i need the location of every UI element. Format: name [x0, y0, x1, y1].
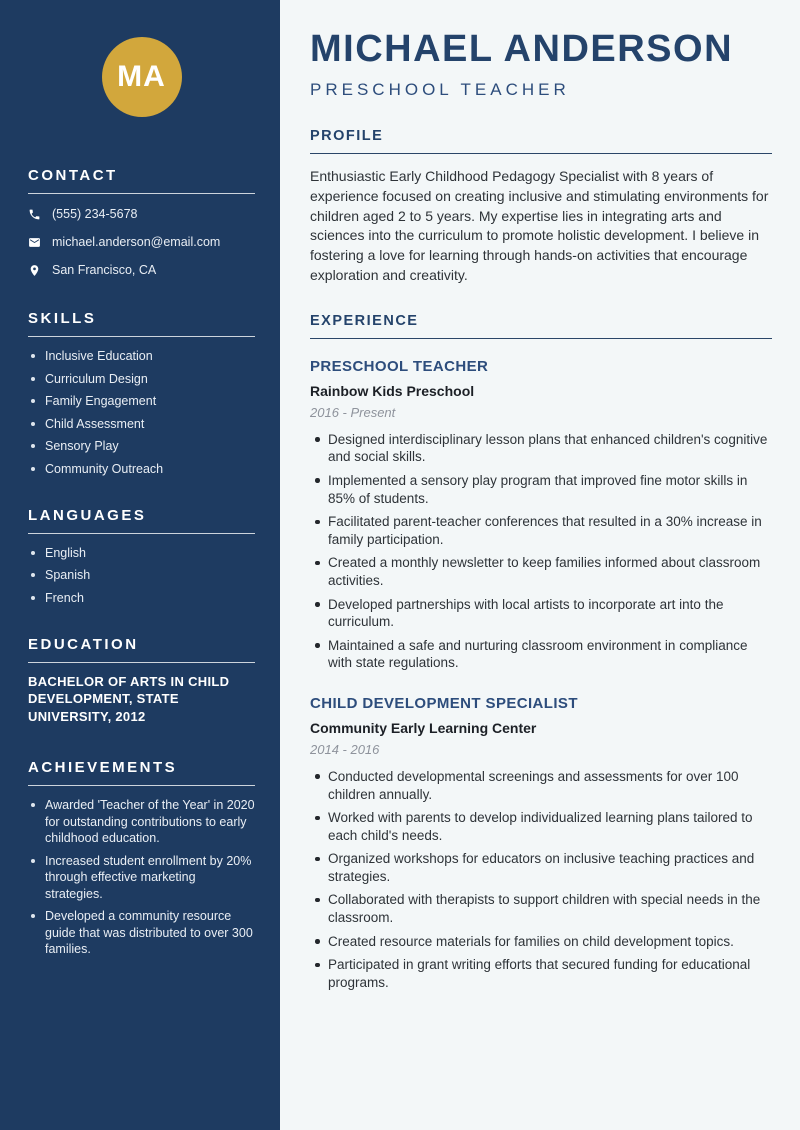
email-address: michael.anderson@email.com: [52, 235, 221, 249]
achievement-item: Developed a community resource guide that was distributed to over 300 families.: [28, 908, 255, 958]
achievements-list: [28, 797, 255, 958]
location-text: San Francisco, CA: [52, 263, 157, 277]
job-bullet: Collaborated with therapists to support children with special needs in the classroom.: [310, 891, 772, 926]
phone-icon: [28, 208, 41, 221]
skill-item: Child Assessment: [28, 416, 255, 432]
divider: [310, 153, 772, 154]
job-bullet: Maintained a safe and nurturing classroom environment in compliance with state regulations.: [310, 637, 772, 672]
skill-item: Community Outreach: [28, 461, 255, 477]
contact-row-email: [28, 234, 255, 250]
job-bullet: Organized workshops for educators on inclusive teaching practices and strategies.: [310, 850, 772, 885]
job-bullet-list: [310, 768, 772, 992]
skill-item: Inclusive Education: [28, 348, 255, 364]
avatar-initials: MA: [117, 60, 166, 93]
phone-number: (555) 234-5678: [52, 207, 138, 221]
language-item: English: [28, 545, 255, 561]
divider: [28, 785, 255, 786]
achievement-item: Awarded 'Teacher of the Year' in 2020 for outstanding contributions to early childhood education.: [28, 797, 255, 847]
job-company: Rainbow Kids Preschool: [310, 382, 475, 399]
job-bullet: Designed interdisciplinary lesson plans that enhanced children's cognitive and social skills.: [310, 431, 772, 466]
skills-heading: SKILLS: [28, 310, 97, 327]
job-bullet: Participated in grant writing efforts that secured funding for educational programs.: [310, 956, 772, 991]
education-section: [28, 636, 255, 726]
job-bullet: Implemented a sensory play program that improved fine motor skills in 85% of students.: [310, 472, 772, 507]
skill-item: Curriculum Design: [28, 371, 255, 387]
main-content: [280, 0, 800, 1130]
languages-heading: LANGUAGES: [28, 506, 147, 524]
divider: [28, 662, 255, 663]
sidebar: [0, 0, 280, 1130]
education-heading: EDUCATION: [28, 635, 139, 653]
location-icon: [28, 264, 41, 277]
job-company: Community Early Learning Center: [310, 719, 537, 736]
contact-section: [28, 167, 255, 278]
job-dates: 2016 - Present: [310, 404, 396, 420]
job-title: PRESCHOOL TEACHER: [310, 357, 489, 375]
job-title: CHILD DEVELOPMENT SPECIALIST: [310, 694, 578, 712]
person-name: MICHAEL ANDERSON: [310, 28, 734, 70]
divider: [28, 336, 255, 337]
divider: [28, 193, 255, 194]
contact-heading: CONTACT: [28, 167, 118, 184]
achievement-item: Increased student enrollment by 20% through effective marketing strategies.: [28, 853, 255, 903]
profile-section: [310, 127, 772, 286]
avatar: [102, 37, 182, 117]
languages-section: [28, 507, 255, 606]
job-bullet: Worked with parents to develop individualized learning plans tailored to each child's needs.: [310, 809, 772, 844]
job-bullet: Created resource materials for families on child development topics.: [310, 933, 772, 951]
languages-list: [28, 545, 255, 606]
skill-item: Sensory Play: [28, 438, 255, 454]
job-bullet: Conducted developmental screenings and assessments for over 100 children annually.: [310, 768, 772, 803]
contact-list: [28, 206, 255, 278]
language-item: French: [28, 590, 255, 606]
experience-heading: EXPERIENCE: [310, 312, 419, 329]
job-dates: 2014 - 2016: [310, 741, 380, 757]
divider: [310, 338, 772, 339]
skills-section: [28, 310, 255, 477]
profile-heading: PROFILE: [310, 128, 384, 144]
person-title: PRESCHOOL TEACHER: [310, 80, 570, 99]
email-icon: [28, 236, 41, 249]
skill-item: Family Engagement: [28, 393, 255, 409]
skills-list: [28, 348, 255, 477]
contact-row-phone: [28, 206, 255, 222]
achievements-section: [28, 759, 255, 958]
contact-row-location: [28, 262, 255, 278]
job-bullet: Facilitated parent-teacher conferences that resulted in a 30% increase in family participation.: [310, 513, 772, 548]
job-bullet: Created a monthly newsletter to keep families informed about classroom activities.: [310, 554, 772, 589]
job-entry-2: [310, 694, 772, 992]
divider: [28, 533, 255, 534]
experience-section: [310, 312, 772, 992]
profile-text: Enthusiastic Early Childhood Pedagogy Specialist with 8 years of experience focused on creating inclusive and stimulating environments for children aged 2 to 5 years. My expertise lies in integrating arts and sciences into the curriculum to promote holistic development. I believe in fostering a love for learning through hands-on activities that encourage exploration and creativity.: [310, 168, 769, 283]
achievements-heading: ACHIEVEMENTS: [28, 759, 178, 776]
job-bullet: Developed partnerships with local artists to incorporate art into the curriculum.: [310, 596, 772, 631]
education-degree: BACHELOR OF ARTS IN CHILD DEVELOPMENT, STATE UNIVERSITY, 2012: [28, 673, 230, 724]
job-entry-1: [310, 357, 772, 672]
job-bullet-list: [310, 431, 772, 672]
language-item: Spanish: [28, 567, 255, 583]
